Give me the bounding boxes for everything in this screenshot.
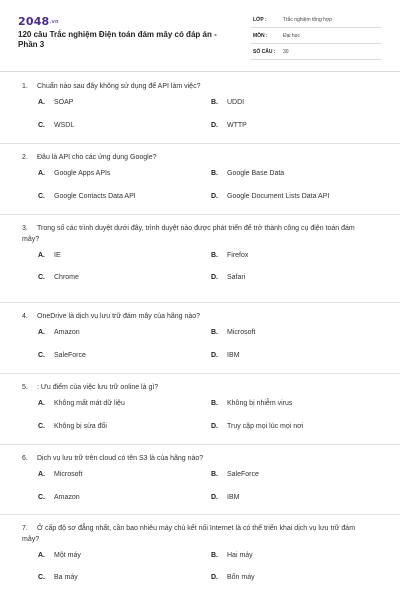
logo-text: 2048	[18, 15, 50, 28]
option-letter: C.	[38, 494, 45, 501]
meta-value: 30	[283, 48, 289, 55]
meta-label: LỚP :	[253, 16, 267, 23]
option-letter: B.	[211, 552, 218, 559]
question-number: 3.	[22, 225, 28, 232]
option-letter: A.	[38, 329, 45, 336]
answer-option[interactable]	[38, 99, 73, 106]
answer-option[interactable]	[38, 423, 107, 430]
option-letter: A.	[38, 471, 45, 478]
question-number: 1.	[22, 83, 28, 90]
option-letter: D.	[211, 193, 218, 200]
option-text: Amazon	[54, 329, 80, 336]
option-text: Chrome	[54, 274, 79, 281]
logo-domain: .vn	[49, 19, 59, 25]
question-prompt: Trong số các trình duyệt dưới đây, trình duyệt nào được phát triển để trở thành công cụ điện toán đám mây?	[22, 225, 355, 243]
meta-row-class	[251, 12, 381, 28]
option-text: IE	[54, 252, 61, 259]
option-letter: D.	[211, 274, 218, 281]
meta-label: MÔN :	[253, 32, 268, 39]
answer-option[interactable]	[211, 471, 259, 478]
answer-option[interactable]	[38, 400, 125, 407]
question-item	[0, 444, 400, 515]
option-text: SaleForce	[227, 471, 259, 478]
answer-option[interactable]	[211, 400, 292, 407]
answer-option[interactable]	[211, 574, 255, 581]
option-text: Google Apps APIs	[54, 170, 111, 177]
option-letter: C.	[38, 423, 45, 430]
question-prompt: Ở cấp độ sơ đẳng nhất, cần bao nhiêu máy chủ kết nối Internet là có thể triển khai dịch vụ lưu trữ đám mây?	[22, 525, 356, 543]
option-letter: A.	[38, 99, 45, 106]
option-letter: A.	[38, 552, 45, 559]
answer-option[interactable]	[211, 329, 255, 336]
option-letter: A.	[38, 170, 45, 177]
option-text: Microsoft	[54, 471, 83, 478]
question-number: 2.	[22, 154, 28, 161]
answer-option[interactable]	[38, 122, 74, 129]
option-text: Ba máy	[54, 574, 78, 581]
option-text: Hai máy	[227, 552, 253, 559]
question-number: 4.	[22, 313, 28, 320]
answer-option[interactable]	[38, 329, 80, 336]
question-prompt: Chuẩn nào sau đây không sử dụng để API làm việc?	[37, 83, 201, 90]
option-letter: D.	[211, 352, 218, 359]
question-prompt: Dịch vụ lưu trữ trên cloud có tên S3 là của hãng nào?	[37, 455, 204, 462]
option-letter: B.	[211, 400, 218, 407]
answer-option[interactable]	[38, 574, 78, 581]
question-prompt: : Ưu điểm của việc lưu trữ online là gì?	[37, 384, 159, 391]
option-letter: C.	[38, 574, 45, 581]
question-prompt: Đâu là API cho các ứng dụng Google?	[37, 154, 157, 161]
answer-option[interactable]	[211, 494, 239, 501]
answer-option[interactable]	[211, 552, 253, 559]
meta-row-subject	[251, 28, 381, 44]
option-text: Không bị sửa đổi	[54, 423, 107, 430]
meta-value: Trắc nghiệm tổng hợp	[283, 16, 332, 23]
meta-row-count	[251, 44, 381, 60]
answer-option[interactable]	[211, 423, 303, 430]
worksheet-header	[0, 0, 400, 71]
question-prompt: OneDrive là dịch vụ lưu trữ đám mây của hãng nào?	[37, 313, 201, 320]
option-text: IBM	[227, 352, 240, 359]
answer-option[interactable]	[38, 274, 79, 281]
option-letter: C.	[38, 193, 45, 200]
answer-option[interactable]	[211, 274, 245, 281]
question-item	[0, 72, 400, 144]
option-text: Microsoft	[227, 329, 256, 336]
question-item	[0, 143, 400, 215]
option-text: WSDL	[54, 122, 75, 129]
meta-label: SỐ CÂU :	[253, 48, 276, 55]
option-letter: B.	[211, 99, 218, 106]
question-item	[0, 514, 400, 600]
option-text: Truy cập mọi lúc mọi nơi	[227, 423, 304, 430]
question-text	[22, 453, 370, 464]
answer-option[interactable]	[38, 552, 81, 559]
answer-option[interactable]	[38, 252, 61, 259]
question-item	[0, 373, 400, 445]
option-letter: B.	[211, 170, 218, 177]
answer-option[interactable]	[211, 170, 284, 177]
question-item	[0, 302, 400, 374]
option-letter: D.	[211, 423, 218, 430]
option-letter: D.	[211, 494, 218, 501]
question-number: 7.	[22, 525, 28, 532]
option-letter: B.	[211, 329, 218, 336]
document-title: 120 câu Trắc nghiệm Điện toán đám mây có đáp án - Phần 3	[18, 30, 217, 49]
option-letter: A.	[38, 400, 45, 407]
option-text: Không bị nhiễm virus	[227, 400, 293, 407]
question-text	[22, 311, 370, 322]
option-text: Google Base Data	[227, 170, 285, 177]
option-text: Safari	[227, 274, 246, 281]
answer-option[interactable]	[38, 170, 110, 177]
question-text	[22, 382, 370, 393]
answer-option[interactable]	[211, 193, 329, 200]
option-letter: D.	[211, 122, 218, 129]
option-letter: B.	[211, 252, 218, 259]
option-text: Một máy	[54, 552, 81, 559]
question-text	[22, 152, 370, 163]
option-text: IBM	[227, 494, 240, 501]
question-number: 5.	[22, 384, 28, 391]
option-letter: A.	[38, 252, 45, 259]
answer-option[interactable]	[38, 352, 86, 359]
question-text	[22, 523, 370, 545]
answer-option[interactable]	[211, 99, 244, 106]
site-logo[interactable]	[18, 15, 59, 28]
option-text: UDDI	[227, 99, 245, 106]
option-text: WTTP	[227, 122, 247, 129]
answer-option[interactable]	[211, 122, 247, 129]
answer-option[interactable]	[211, 252, 248, 259]
answer-option[interactable]	[38, 494, 80, 501]
option-text: Google Contacts Data API	[54, 193, 136, 200]
option-text: Amazon	[54, 494, 80, 501]
meta-value: Đại học	[283, 32, 300, 39]
document-meta	[251, 12, 381, 60]
option-letter: B.	[211, 471, 218, 478]
option-text: Bốn máy	[227, 574, 255, 581]
option-text: Google Document Lists Data API	[227, 193, 330, 200]
option-text: SaleForce	[54, 352, 86, 359]
option-letter: C.	[38, 352, 45, 359]
answer-option[interactable]	[38, 471, 82, 478]
answer-option[interactable]	[211, 352, 239, 359]
question-text	[22, 223, 370, 245]
question-number: 6.	[22, 455, 28, 462]
option-text: Firefox	[227, 252, 249, 259]
question-text	[22, 81, 370, 92]
option-text: Không mất mát dữ liệu	[54, 400, 125, 407]
question-item	[0, 214, 400, 303]
option-letter: C.	[38, 274, 45, 281]
answer-option[interactable]	[38, 193, 136, 200]
option-letter: C.	[38, 122, 45, 129]
option-text: SOAP	[54, 99, 74, 106]
option-letter: D.	[211, 574, 218, 581]
